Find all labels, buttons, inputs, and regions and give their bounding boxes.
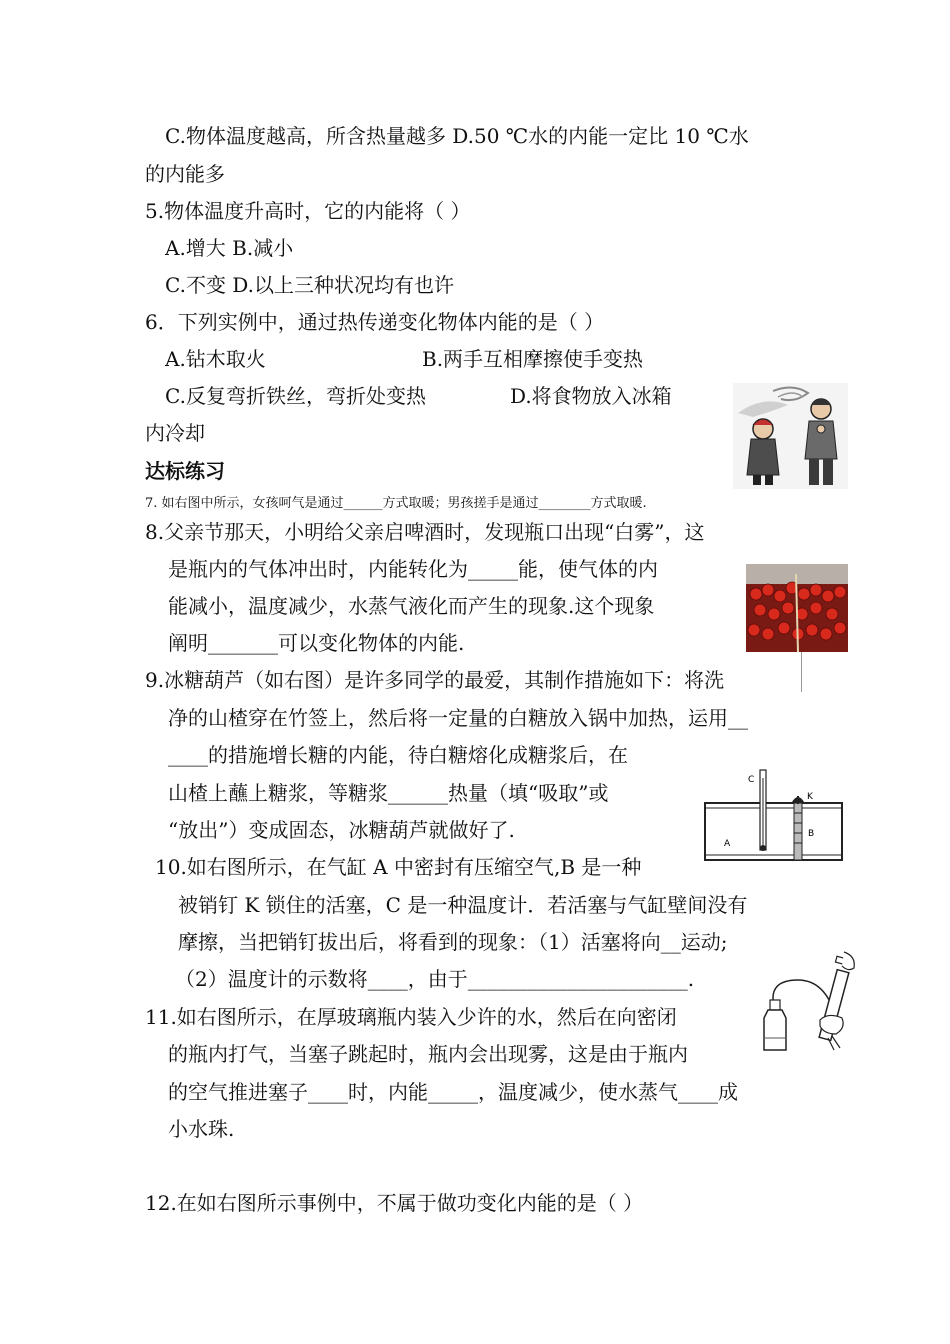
label-c: C (748, 775, 755, 785)
label-k: K (807, 792, 813, 802)
question-12: 12.在如右图所示事例中，不属于做功变化内能的是（ ） (145, 1191, 644, 1215)
question-9-line-2: 净的山楂穿在竹签上，然后将一定量的白糖放入锅中加热，运用__ (168, 706, 748, 730)
question-11-line-2: 的瓶内打气，当塞子跳起时，瓶内会出现雾，这是由于瓶内 (168, 1042, 688, 1066)
question-11-line-3: 的空气推进塞子____时，内能_____，温度减少，使水蒸气____成 (168, 1080, 738, 1104)
option-c-d-line: C.物体温度越高，所含热量越多 D.50 ℃水的内能一定比 10 ℃水 (165, 124, 749, 148)
label-b: B (808, 829, 815, 839)
question-6-option-d: D.将食物放入冰箱 (510, 384, 672, 408)
question-8-line-4: 阐明_______可以变化物体的内能. (168, 631, 465, 655)
question-10-line-4: （2）温度计的示数将____，由于______________________. (175, 967, 695, 991)
question-6-option-d-continuation: 内冷却 (145, 421, 205, 445)
question-6: 6．下列实例中，通过热传递变化物体内能的是（ ） (145, 310, 605, 334)
figure-margin-line (801, 652, 802, 692)
question-5-options-cd: C.不变 D.以上三种状况均有也许 (165, 273, 454, 297)
section-heading: 达标练习 (145, 459, 225, 483)
question-5: 5.物体温度升高时，它的内能将（ ） (145, 199, 471, 223)
question-10-line-1: 10.如右图所示，在气缸 A 中密封有压缩空气,B 是一种 (155, 855, 642, 879)
question-10-line-3: 摩擦，当把销钉拔出后，将看到的现象：（1）活塞将向__运动; (178, 930, 728, 954)
question-7: 7. 如右图中所示，女孩呵气是通过______方式取暖；男孩搓手是通过________方式取暖. (145, 496, 647, 511)
question-8-line-1: 8.父亲节那天，小明给父亲启啤酒时，发现瓶口出现“白雾”，这 (145, 520, 705, 544)
candied-haws-photo (746, 564, 848, 652)
question-9-line-4: 山楂上蘸上糖浆，等糖浆______热量（填“吸取”或 (168, 781, 609, 805)
question-5-options-ab: A.增大 B.减小 (165, 236, 294, 260)
question-11-line-4: 小水珠. (168, 1117, 235, 1141)
question-6-option-b: B.两手互相摩擦使手变热 (422, 347, 644, 371)
children-warming-figure (733, 383, 848, 489)
question-9-line-1: 9.冰糖葫芦（如右图）是许多同学的最爱，其制作措施如下：将洗 (145, 668, 725, 692)
question-6-option-a: A.钻木取火 (165, 347, 266, 371)
bottle-pump-figure (758, 950, 862, 1055)
cylinder-piston-figure (700, 768, 848, 864)
question-9-line-5: “放出”）变成固态，冰糖葫芦就做好了. (168, 818, 515, 842)
question-9-line-3: ____的措施增长糖的内能，待白糖熔化成糖浆后，在 (168, 743, 628, 767)
option-d-continuation: 的内能多 (145, 162, 225, 186)
question-6-option-c: C.反复弯折铁丝，弯折处变热 (165, 384, 426, 408)
label-a: A (724, 839, 731, 849)
question-8-line-2: 是瓶内的气体冲出时，内能转化为_____能，使气体的内 (168, 557, 658, 581)
question-11-line-1: 11.如右图所示，在厚玻璃瓶内装入少许的水，然后在向密闭 (145, 1005, 677, 1029)
question-10-line-2: 被销钉 K 锁住的活塞，C 是一种温度计．若活塞与气缸壁间没有 (178, 893, 748, 917)
question-8-line-3: 能减小，温度减少，水蒸气液化而产生的现象.这个现象 (168, 594, 655, 618)
